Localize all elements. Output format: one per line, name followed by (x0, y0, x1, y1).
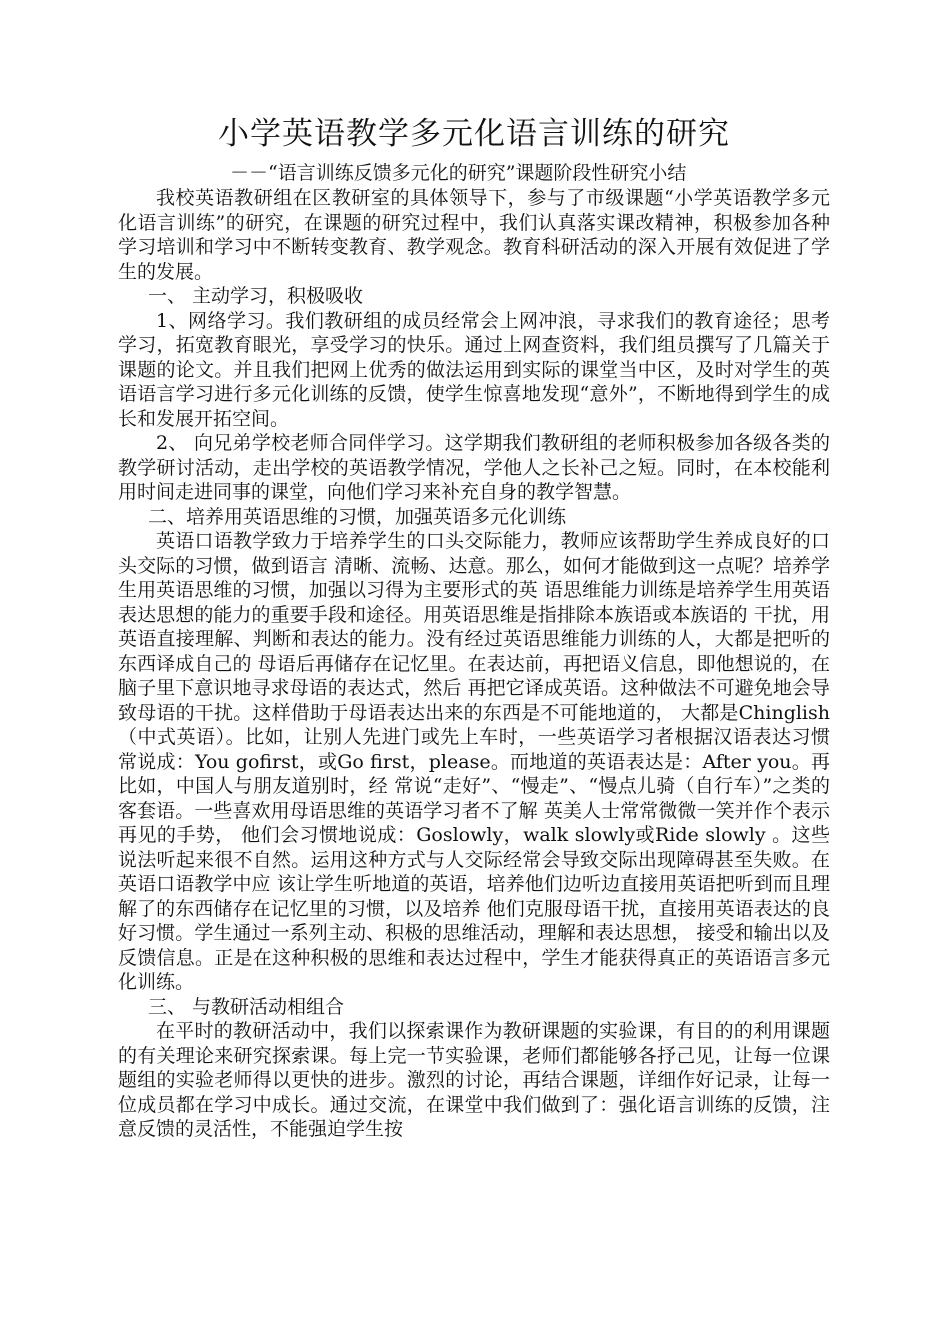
section-2-paragraph-1: 英语口语教学致力于培养学生的口头交际能力，教师应该帮助学生养成良好的口头交际的习惯，做到语言 清晰、流畅、达意。那么，如何才能做到这一点呢？培养学生用英语思维的习惯，加强以习得为主要形式的英 语思维能力训练是培养学生用英语表达思想的能力的重要手段和途径。用英语思维是指排除本族语或本族语的 干扰，用英语直接理解、判断和表达的能力。没有经过英语思维能力训练的人，大都是把听的东西译成自己的 母语后再储存在记忆里。在表达前，再把语义信息，即他想说的，在脑子里下意识地寻求母语的表达式，然后 再把它译成英语。这种做法不可避免地会导致母语的干扰。这样借助于母语表达出来的东西是不可能地道的， 大都是Chinglish（中式英语）。比如，让别人先进门或先上车时，一些英语学习者根据汉语表达习惯常说成：You gofirst，或Go first，please。而地道的英语表达是：After you。再比如，中国人与朋友道别时，经 常说“走好”、“慢走”、“慢点儿骑（自行车）”之类的客套语。一些喜欢用母语思维的英语学习者不了解 英美人士常常微微一笑并作个表示再见的手势， 他们会习惯地说成：Goslowly，walk slowly或Ride slowly 。这些说法听起来很不自然。运用这种方式与人交际经常会导致交际出现障碍甚至失败。在英语口语教学中应 该让学生听地道的英语，培养他们边听边直接用英语把听到而且理解了的东西储存在记忆里的习惯，以及培养 他们克服母语干扰，直接用英语表达的良好习惯。学生通过一系列主动、积极的思维活动，理解和表达思想， 接受和输出以及反馈信息。正是在这种积极的思维和表达过程中，学生才能获得真正的英语语言多元化训练。 (118, 530, 830, 993)
document-page (118, 108, 830, 1142)
section-2-heading: 二、培养用英语思维的习惯，加强英语多元化训练 (148, 505, 567, 528)
section-3-heading: 三、 与教研活动相组合 (148, 995, 345, 1018)
section-3-paragraph-1: 在平时的教研活动中，我们以探索课作为教研课题的实验课，有目的的利用课题的有关理论来研究探索课。每上完一节实验课，老师们都能够各抒己见，让每一位课题组的实验老师得以更快的进步。激烈的讨论，再结合课题，详细作好记录，让每一位成员都在学习中成长。通过交流，在课堂中我们做到了：强化语言训练的反馈，注意反馈的灵活性，不能强迫学生按 (118, 1020, 830, 1140)
intro-paragraph: 我校英语教研组在区教研室的具体领导下，参与了市级课题“小学英语教学多元化语言训练”的研究，在课题的研究过程中，我们认真落实课改精神，积极参加各种学习培训和学习中不断转变教育、教学观念。教育科研活动的深入开展有效促进了学生的发展。 (118, 187, 830, 283)
document-subtitle: －－“语言训练反馈多元化的研究”课题阶段性研究小结 (230, 162, 687, 184)
section-1-paragraph-1: 1、网络学习。我们教研组的成员经常会上网冲浪，寻求我们的教育途径；思考学习，拓宽教育眼光，享受学习的快乐。通过上网查资料，我们组员撰写了几篇关于课题的论文。并且我们把网上优秀的做法运用到实际的课堂当中区，及时对学生的英语语言学习进行多元化训练的反馈，使学生惊喜地发现“意外”，不断地得到学生的成长和发展开拓空间。 (118, 309, 830, 430)
section-1-heading: 一、 主动学习，积极吸收 (148, 285, 364, 307)
section-1-paragraph-2: 2、 向兄弟学校老师合同伴学习。这学期我们教研组的老师积极参加各级各类的教学研讨活动，走出学校的英语教学情况，学他人之长补己之短。同时，在本校能利用时间走进同事的课堂，向他们学习来补充自身的教学智慧。 (118, 432, 830, 503)
document-title: 小学英语教学多元化语言训练的研究 (218, 116, 730, 152)
